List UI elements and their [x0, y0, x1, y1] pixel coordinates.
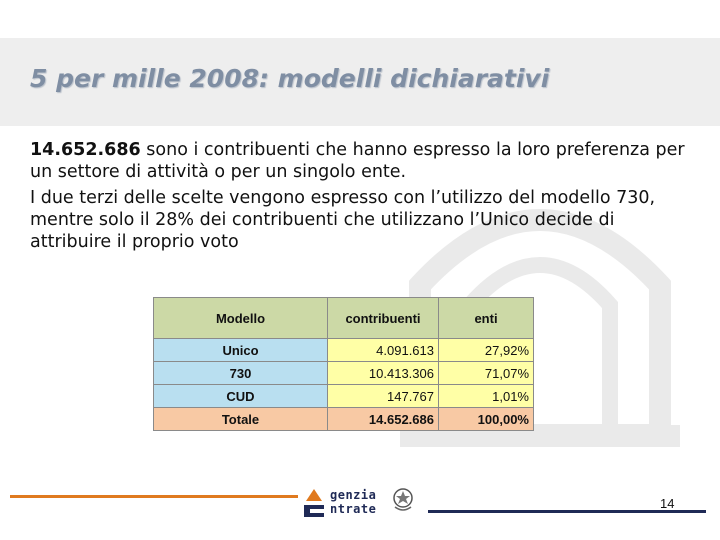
cell-contribuenti: 10.413.306	[328, 362, 439, 385]
cell-total-contribuenti: 14.652.686	[328, 408, 439, 431]
paragraph-1-text: sono i contribuenti che hanno espresso la loro preferenza per un settore di attività o per un singolo ente.	[30, 140, 685, 182]
italian-republic-emblem-icon	[392, 487, 414, 513]
cell-enti: 27,92%	[439, 339, 534, 362]
cell-enti: 71,07%	[439, 362, 534, 385]
header-contribuenti: contribuenti	[328, 298, 439, 339]
agenzia-entrate-logo	[300, 485, 430, 519]
logo-text-line2: ntrate	[330, 502, 377, 516]
paragraph-1	[30, 139, 700, 183]
header-modello: Modello	[154, 298, 328, 339]
cell-modello: CUD	[154, 385, 328, 408]
paragraph-2: I due terzi delle scelte vengono espresso con l’utilizzo del modello 730, mentre solo il 28% dei contribuenti che utilizzano l’Unico decide di attribuire il proprio voto	[30, 188, 656, 252]
table-row	[154, 385, 534, 408]
logo-text-line1: genzia	[330, 488, 377, 502]
cell-total-label: Totale	[154, 408, 328, 431]
agenzia-entrate-logo-icon	[300, 485, 330, 519]
cell-enti: 1,01%	[439, 385, 534, 408]
slide-title: 5 per mille 2008: modelli dichiarativi	[30, 64, 550, 93]
total-contributors-figure: 14.652.686	[30, 140, 141, 160]
cell-modello: Unico	[154, 339, 328, 362]
footer-rule-orange	[10, 495, 298, 498]
page-number: 14	[660, 496, 675, 511]
cell-contribuenti: 4.091.613	[328, 339, 439, 362]
cell-contribuenti: 147.767	[328, 385, 439, 408]
table-row	[154, 362, 534, 385]
cell-total-enti: 100,00%	[439, 408, 534, 431]
body-text	[30, 139, 700, 257]
table-total-row	[154, 408, 534, 431]
header-enti: enti	[439, 298, 534, 339]
table-row	[154, 339, 534, 362]
cell-modello: 730	[154, 362, 328, 385]
table-header-row	[154, 298, 534, 339]
models-table	[153, 297, 534, 431]
